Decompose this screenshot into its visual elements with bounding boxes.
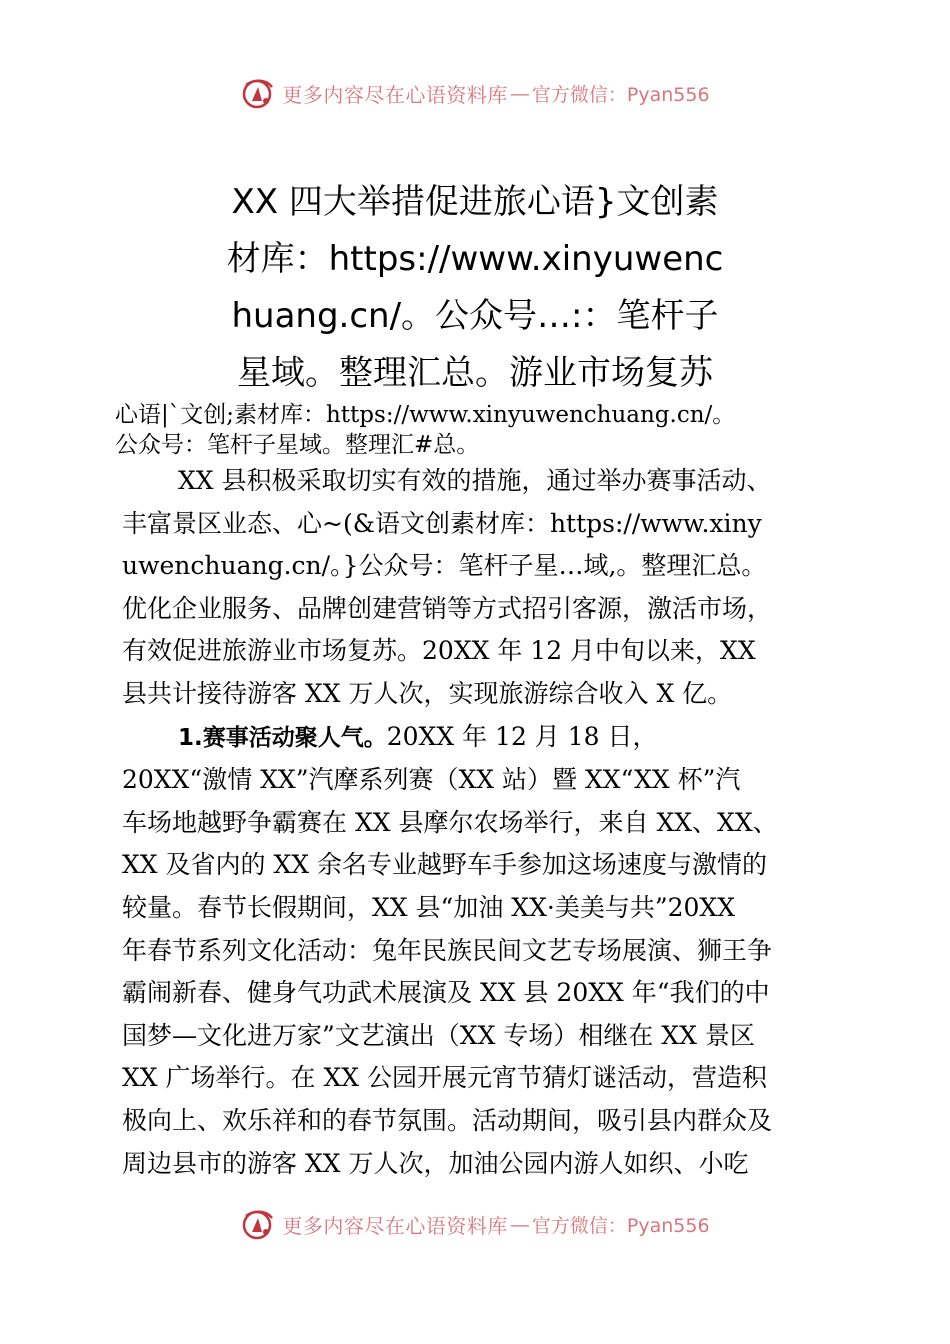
subtitle-line: 公众号：笔杆子星域。整理汇#总。 <box>115 432 480 458</box>
subtitle-line: 心语|`文创;素材库：https://www.xinyuwenchuang.cn/。 <box>115 402 736 428</box>
paragraph-line: 有效促进旅游业市场复苏。20XX 年 12 月中旬以来，XX <box>122 636 756 666</box>
subtitle-block <box>115 400 855 460</box>
title-line: 星域。整理汇总。游业市场复苏 <box>237 353 713 393</box>
logo-icon <box>240 1206 276 1242</box>
paragraph-line: 县共计接待游客 XX 万人次，实现旅游综合收入 X 亿。 <box>122 678 733 708</box>
paragraph-line: 车场地越野争霸赛在 XX 县摩尔农场举行，来自 XX、XX、 <box>122 807 778 837</box>
paragraph-line: 国梦—文化进万家”文艺演出（XX 专场）相继在 XX 景区 <box>122 1020 755 1050</box>
footer-banner <box>0 1204 950 1244</box>
paragraph-line: 年春节系列文化活动：兔年民族民间文艺专场展演、狮王争 <box>122 935 773 965</box>
paragraph-line: 丰富景区业态、心~(&语文创素材库：https://www.xiny <box>122 508 762 538</box>
paragraph-line: 20XX“激情 XX”汽摩系列赛（XX 站）暨 XX“XX 杯”汽 <box>122 765 741 795</box>
section-heading-line <box>122 716 852 760</box>
header-banner <box>0 73 950 113</box>
title-line: huang.cn/。公众号…:：笔杆子 <box>231 296 719 336</box>
paragraph-line: uwenchuang.cn/。}公众号：笔杆子星…域,。整理汇总。 <box>122 551 767 581</box>
paragraph-line: 极向上、欢乐祥和的春节氛围。活动期间，吸引县内群众及 <box>122 1105 773 1135</box>
banner-contact: 官方微信：Pyan556 <box>531 1214 710 1237</box>
banner-separator: — <box>509 1212 530 1236</box>
banner-text: 更多内容尽在心语资料库 <box>282 1213 508 1238</box>
paragraph-line: XX 县积极采取切实有效的措施，通过举办赛事活动、 <box>178 466 772 495</box>
section-heading-rest: 20XX 年 12 月 18 日， <box>386 721 658 751</box>
paragraph-line: 周边县市的游客 XX 万人次，加油公园内游人如织、小吃 <box>122 1148 749 1178</box>
paragraph-line: XX 广场举行。在 XX 公园开展元宵节猜灯谜活动，营造积 <box>122 1063 768 1093</box>
banner-contact: 官方微信：Pyan556 <box>531 83 710 106</box>
logo-icon <box>240 75 276 111</box>
paragraph-line: 霸闹新春、健身气功武术展演及 XX 县 20XX 年“我们的中 <box>122 978 770 1008</box>
paragraph-line: XX 及省内的 XX 余名专业越野车手参加这场速度与激情的 <box>122 850 768 880</box>
banner-separator: — <box>509 81 530 105</box>
title-line: XX 四大举措促进旅心语}文创素 <box>231 182 719 222</box>
document-body <box>122 460 852 1185</box>
paragraph-line: 优化企业服务、品牌创建营销等方式招引客源，激活市场， <box>122 593 773 623</box>
banner-text: 更多内容尽在心语资料库 <box>282 82 508 107</box>
document-title <box>140 174 810 402</box>
paragraph-line: 较量。春节长假期间，XX 县“加油 XX·美美与共”20XX <box>122 892 736 922</box>
title-line: 材库：https://www.xinyuwenc <box>226 239 724 279</box>
section-heading: 1.赛事活动聚人气。 <box>178 724 387 751</box>
